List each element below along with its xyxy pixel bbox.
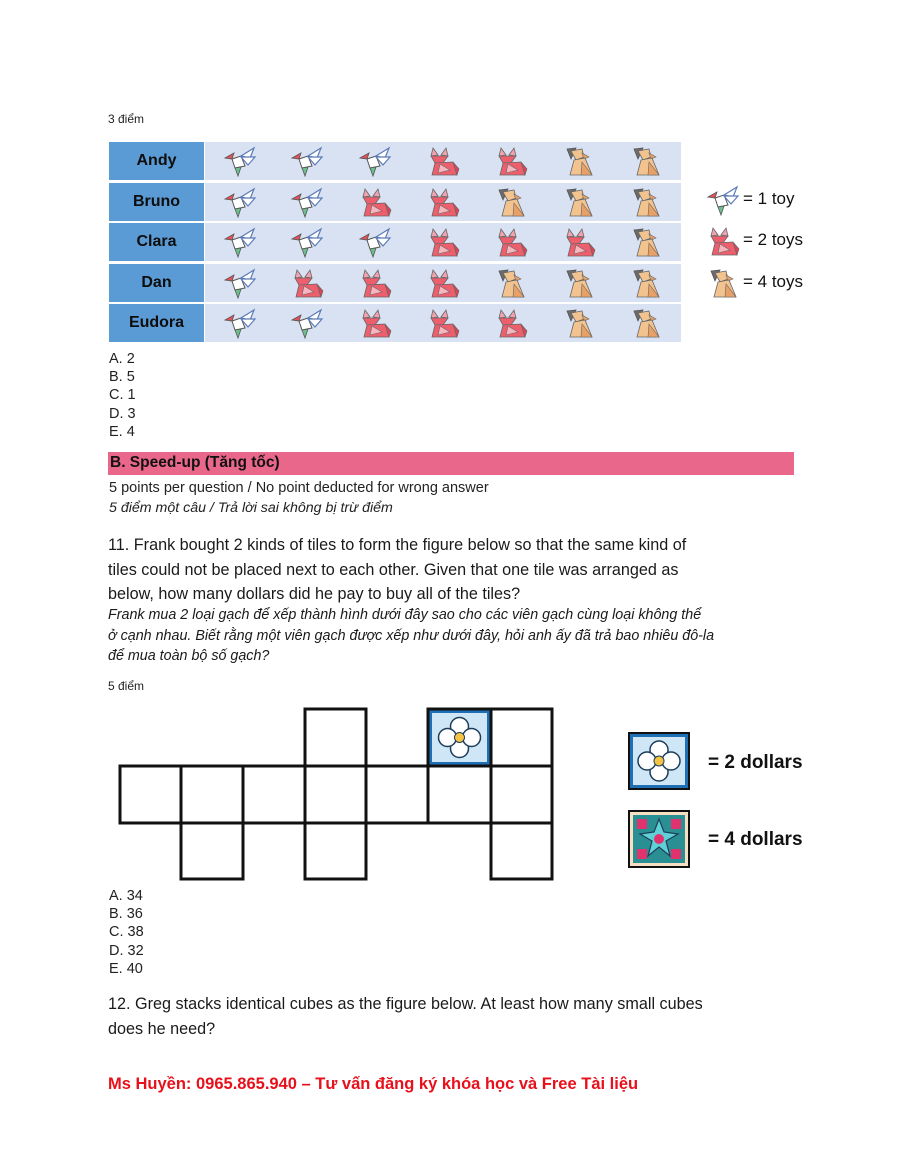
q12-text xyxy=(108,992,703,1041)
pictograph-row-clara xyxy=(109,223,679,261)
fox-icon xyxy=(408,264,477,302)
q11-options xyxy=(109,887,144,978)
tile-legend-2-dollars: = 2 dollars xyxy=(708,752,803,773)
fox-icon xyxy=(408,223,477,261)
dog-icon xyxy=(612,264,681,302)
bird-icon xyxy=(205,304,274,342)
q12-line-1: 12. Greg stacks identical cubes as the figure below. At least how many small cubes xyxy=(108,995,703,1013)
fox-icon xyxy=(341,264,410,302)
q10-options xyxy=(109,350,136,441)
q11-line-1: 11. Frank bought 2 kinds of tiles to form the figure below so that the same kind of xyxy=(108,536,687,554)
grid-cell xyxy=(428,766,491,823)
legend-fox-icon xyxy=(706,224,742,258)
q11-vi-line-1: Frank mua 2 loại gạch để xếp thành hình dưới đây sao cho các viên gạch cùng loại không thể xyxy=(108,607,702,623)
footer-contact: Ms Huyền: 0965.865.940 – Tư vấn đăng ký khóa học và Free Tài liệu xyxy=(108,1075,639,1093)
bird-icon xyxy=(205,183,274,221)
dog-icon xyxy=(612,183,681,221)
dog-icon xyxy=(544,142,613,180)
fox-icon xyxy=(476,142,545,180)
fox-icon xyxy=(273,264,342,302)
pictograph-legend xyxy=(706,181,826,303)
fox-icon xyxy=(341,183,410,221)
section-b-rule-vi: 5 điểm một câu / Trả lời sai không bị trừ điểm xyxy=(109,500,393,516)
placed-blue-flower-tile-icon xyxy=(428,709,491,766)
dog-icon xyxy=(544,264,613,302)
pictograph-row-andy xyxy=(109,142,679,180)
grid-cell xyxy=(366,766,428,823)
fox-icon xyxy=(476,223,545,261)
dog-icon xyxy=(476,264,545,302)
q10-option-d[interactable]: D. 3 xyxy=(109,405,136,422)
tile-grid-figure xyxy=(118,707,554,881)
tile-legend-4-dollars: = 4 dollars xyxy=(708,829,803,850)
section-b-banner xyxy=(108,452,794,475)
q11-line-3: below, how many dollars did he pay to buy all of the tiles? xyxy=(108,585,521,603)
fox-icon xyxy=(408,183,477,221)
grid-cell xyxy=(305,709,366,766)
q10-option-c[interactable]: C. 1 xyxy=(109,387,136,404)
grid-cell xyxy=(120,766,181,823)
legend-fox-label: = 2 toys xyxy=(743,230,804,249)
bird-icon xyxy=(205,223,274,261)
row-name: Bruno xyxy=(109,183,204,221)
grid-cell xyxy=(181,823,243,879)
fox-icon xyxy=(341,304,410,342)
q11-text-vi xyxy=(108,605,714,667)
pictograph-row-bruno xyxy=(109,183,679,221)
bird-icon xyxy=(205,264,274,302)
q11-option-c[interactable]: C. 38 xyxy=(109,924,144,941)
dog-icon xyxy=(612,142,681,180)
grid-cell xyxy=(491,823,552,879)
legend-bird-label: = 1 toy xyxy=(743,189,795,208)
fox-icon xyxy=(544,223,613,261)
q11-points: 5 điểm xyxy=(108,679,145,693)
legend-bird-icon xyxy=(706,183,742,217)
bird-icon xyxy=(341,142,410,180)
bird-icon xyxy=(273,183,342,221)
grid-cell xyxy=(243,766,305,823)
bird-icon xyxy=(273,142,342,180)
row-name: Clara xyxy=(109,223,204,261)
pictograph-row-dan xyxy=(109,264,679,302)
bird-icon xyxy=(341,223,410,261)
row-name: Eudora xyxy=(109,304,204,342)
fox-icon xyxy=(408,304,477,342)
fox-icon xyxy=(476,304,545,342)
grid-cell xyxy=(491,766,552,823)
dog-icon xyxy=(476,183,545,221)
pictograph-row-eudora xyxy=(109,304,679,342)
pictograph-table xyxy=(109,142,679,343)
bird-icon xyxy=(205,142,274,180)
q11-line-2: tiles could not be placed next to each other. Given that one tile was arranged as xyxy=(108,560,679,579)
q10-option-b[interactable]: B. 5 xyxy=(109,369,135,386)
q10-option-e[interactable]: E. 4 xyxy=(109,423,135,440)
q11-vi-line-2: ở cạnh nhau. Biết rằng một viên gạch được xếp như dưới đây, hỏi anh ấy đã trả bao nhiêu đô-la xyxy=(108,627,715,644)
row-name: Dan xyxy=(109,264,204,302)
legend-dog-icon xyxy=(706,266,742,300)
teal-star-tile-icon xyxy=(628,810,690,868)
grid-cell xyxy=(491,709,552,766)
legend-dog-label: = 4 toys xyxy=(743,272,804,291)
q10-option-a[interactable]: A. 2 xyxy=(109,351,135,367)
q10-points: 3 điểm xyxy=(108,112,145,126)
row-name: Andy xyxy=(109,142,204,180)
q11-option-d[interactable]: D. 32 xyxy=(109,942,144,959)
bird-icon xyxy=(273,223,342,261)
bird-icon xyxy=(273,304,342,342)
q11-vi-line-3: để mua toàn bộ số gạch? xyxy=(108,648,270,664)
fox-icon xyxy=(408,142,477,180)
dog-icon xyxy=(612,223,681,261)
q11-option-b[interactable]: B. 36 xyxy=(109,906,143,923)
q11-text-en xyxy=(108,533,686,607)
q12-line-2: does he need? xyxy=(108,1019,216,1038)
dog-icon xyxy=(544,183,613,221)
dog-icon xyxy=(612,304,681,342)
grid-cell xyxy=(305,766,366,823)
q11-option-a[interactable]: A. 34 xyxy=(109,888,143,904)
grid-cell xyxy=(181,766,243,823)
grid-cell xyxy=(305,823,366,879)
blue-flower-tile-icon xyxy=(628,732,690,790)
section-b-rule-en: 5 points per question / No point deducted for wrong answer xyxy=(109,480,489,496)
dog-icon xyxy=(544,304,613,342)
q11-option-e[interactable]: E. 40 xyxy=(109,960,143,977)
section-b-title: B. Speed-up (Tăng tốc) xyxy=(110,454,280,471)
